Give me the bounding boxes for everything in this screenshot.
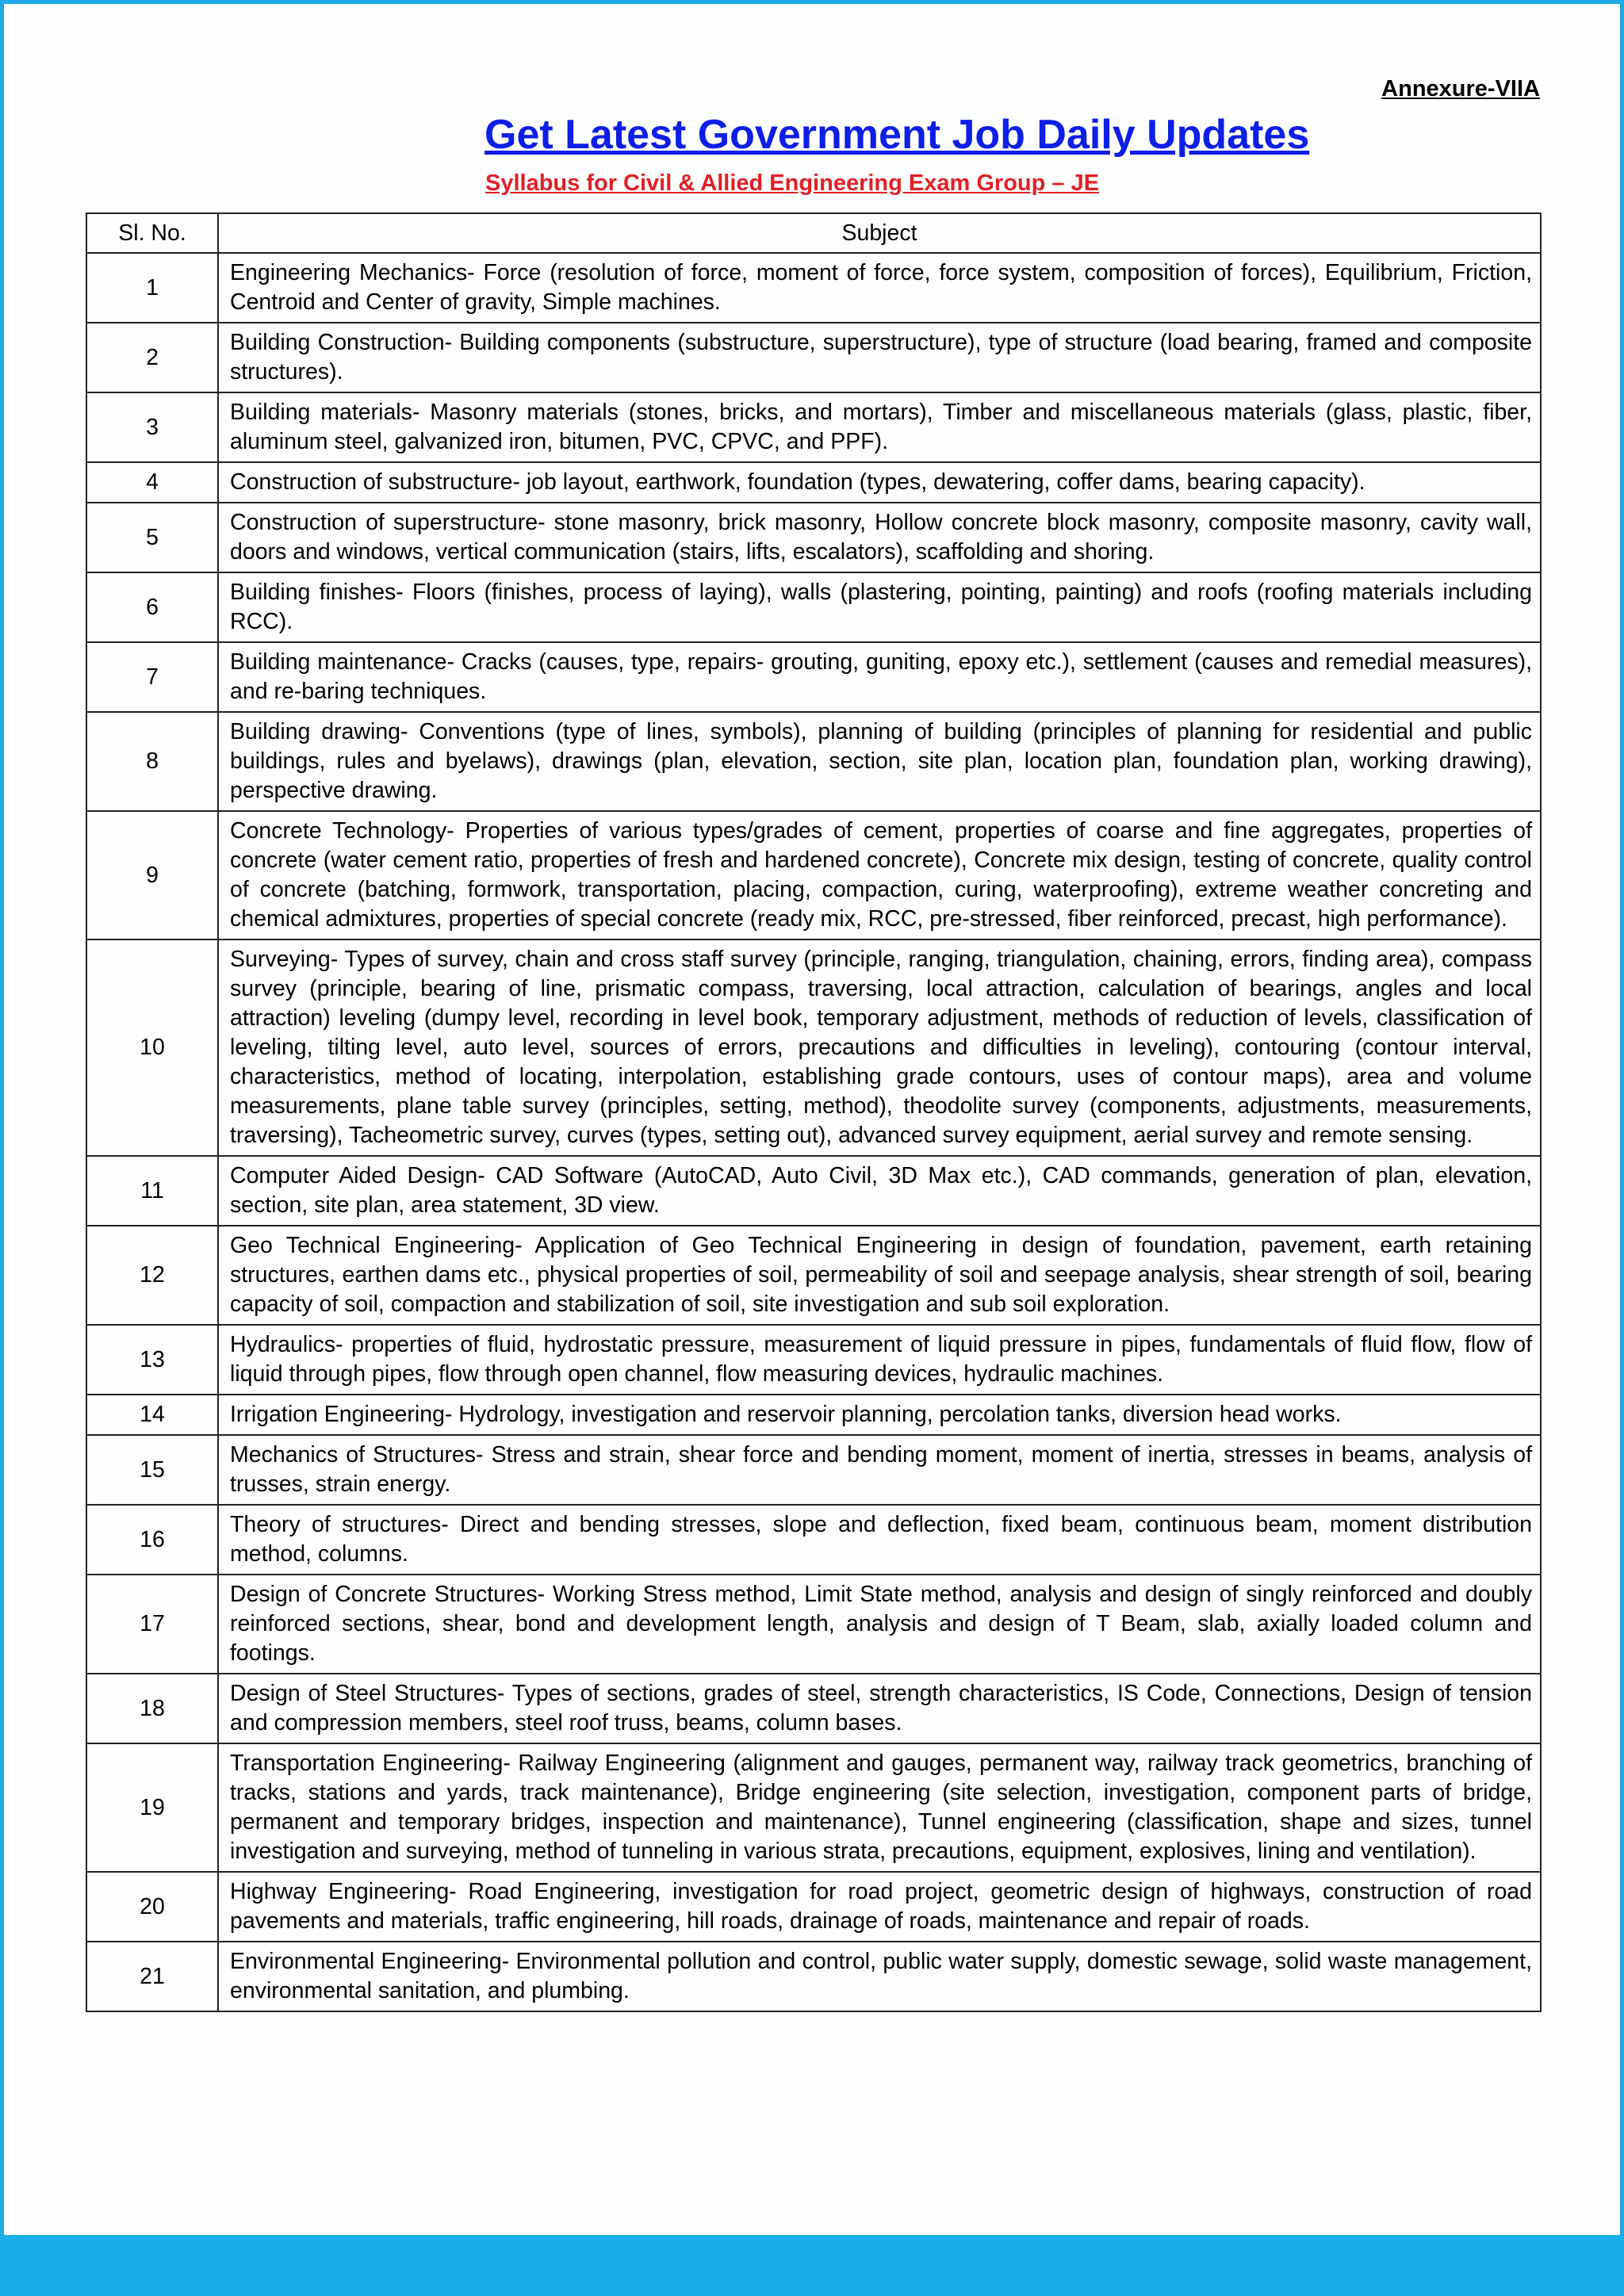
row-serial-number: 12 <box>86 1226 218 1325</box>
row-serial-number: 13 <box>86 1325 218 1395</box>
table-row <box>86 1395 1541 1435</box>
row-serial-number: 9 <box>86 811 218 939</box>
row-subject-text: Theory of structures- Direct and bending stresses, slope and deflection, fixed beam, continuous beam, moment distribution method, columns. <box>218 1505 1541 1575</box>
row-serial-number: 1 <box>86 253 218 323</box>
row-subject-text: Geo Technical Engineering- Application of Geo Technical Engineering in design of foundation, pavement, earth retaining structures, earthen dams etc., physical properties of soil, permeability of soil and seepage analysis, shear strength of soil, bearing capacity of soil, compaction and stabilization of soil, site investigation and sub soil exploration. <box>218 1226 1541 1325</box>
table-row <box>86 1505 1541 1575</box>
row-subject-text: Hydraulics- properties of fluid, hydrostatic pressure, measurement of liquid pressure in pipes, fundamentals of fluid flow, flow of liquid through pipes, flow through open channel, flow measuring devices, hydraulic machines. <box>218 1325 1541 1395</box>
table-row <box>86 1156 1541 1226</box>
row-serial-number: 18 <box>86 1674 218 1743</box>
row-serial-number: 21 <box>86 1942 218 2011</box>
column-header-sl-no: Sl. No. <box>86 213 218 253</box>
row-serial-number: 3 <box>86 392 218 462</box>
footer-band <box>0 2235 1624 2296</box>
table-row <box>86 462 1541 503</box>
row-subject-text: Building maintenance- Cracks (causes, type, repairs- grouting, guniting, epoxy etc.), settlement (causes and remedial measures), and re-baring techniques. <box>218 642 1541 712</box>
row-subject-text: Construction of superstructure- stone masonry, brick masonry, Hollow concrete block masonry, composite masonry, cavity wall, doors and windows, vertical communication (stairs, lifts, escalators), scaffolding and shoring. <box>218 503 1541 572</box>
row-subject-text: Construction of substructure- job layout, earthwork, foundation (types, dewatering, coffer dams, bearing capacity). <box>218 462 1541 503</box>
table-row <box>86 1872 1541 1942</box>
row-subject-text: Environmental Engineering- Environmental pollution and control, public water supply, domestic sewage, solid waste management, environmental sanitation, and plumbing. <box>218 1942 1541 2011</box>
row-serial-number: 20 <box>86 1872 218 1942</box>
row-subject-text: Building finishes- Floors (finishes, process of laying), walls (plastering, pointing, painting) and roofs (roofing materials including RCC). <box>218 572 1541 642</box>
table-row <box>86 1942 1541 2011</box>
row-subject-text: Mechanics of Structures- Stress and strain, shear force and bending moment, moment of inertia, stresses in beams, analysis of trusses, strain energy. <box>218 1435 1541 1505</box>
row-subject-text: Design of Steel Structures- Types of sections, grades of steel, strength characteristics, IS Code, Connections, Design of tension and compression members, steel roof truss, beams, column bases. <box>218 1674 1541 1743</box>
row-subject-text: Highway Engineering- Road Engineering, investigation for road project, geometric design of highways, construction of road pavements and materials, traffic engineering, hill roads, drainage of roads, maintenance and repair of roads. <box>218 1872 1541 1942</box>
table-row <box>86 1575 1541 1674</box>
row-subject-text: Building materials- Masonry materials (stones, bricks, and mortars), Timber and miscellaneous materials (glass, plastic, fiber, aluminum steel, galvanized iron, bitumen, PVC, CPVC, and PPF). <box>218 392 1541 462</box>
row-serial-number: 11 <box>86 1156 218 1226</box>
syllabus-table <box>86 212 1542 2012</box>
row-subject-text: Design of Concrete Structures- Working Stress method, Limit State method, analysis and design of singly reinforced and doubly reinforced sections, shear, bond and development length, analysis and design of T Beam, slab, axially loaded column and footings. <box>218 1575 1541 1674</box>
table-row <box>86 1226 1541 1325</box>
row-subject-text: Concrete Technology- Properties of various types/grades of cement, properties of coarse and fine aggregates, properties of concrete (water cement ratio, properties of fresh and hardened concrete), Concrete mix design, testing of concrete, quality control of concrete (batching, formwork, transportation, placing, compaction, curing, waterproofing), extreme weather concreting and chemical admixtures, properties of special concrete (ready mix, RCC, pre-stressed, fiber reinforced, precast, high performance). <box>218 811 1541 939</box>
row-serial-number: 15 <box>86 1435 218 1505</box>
table-row <box>86 811 1541 939</box>
row-subject-text: Building drawing- Conventions (type of lines, symbols), planning of building (principles of planning for residential and public buildings, rules and byelaws), drawings (plan, elevation, section, site plan, location plan, foundation plan, working drawing), perspective drawing. <box>218 712 1541 811</box>
row-subject-text: Building Construction- Building components (substructure, superstructure), type of structure (load bearing, framed and composite structures). <box>218 323 1541 392</box>
row-subject-text: Computer Aided Design- CAD Software (AutoCAD, Auto Civil, 3D Max etc.), CAD commands, generation of plan, elevation, section, site plan, area statement, 3D view. <box>218 1156 1541 1226</box>
row-subject-text: Engineering Mechanics- Force (resolution of force, moment of force, force system, composition of forces), Equilibrium, Friction, Centroid and Center of gravity, Simple machines. <box>218 253 1541 323</box>
row-serial-number: 19 <box>86 1743 218 1872</box>
table-body <box>86 253 1541 2011</box>
row-serial-number: 10 <box>86 939 218 1156</box>
table-row <box>86 1325 1541 1395</box>
table-row <box>86 503 1541 572</box>
table-row <box>86 939 1541 1156</box>
table-row <box>86 1435 1541 1505</box>
syllabus-subtitle: Syllabus for Civil & Allied Engineering Exam Group – JE <box>485 170 1100 196</box>
table-row <box>86 642 1541 712</box>
annexure-label: Annexure-VIIA <box>1381 76 1540 101</box>
table-row <box>86 1743 1541 1872</box>
row-subject-text: Transportation Engineering- Railway Engineering (alignment and gauges, permanent way, railway track geometrics, branching of tracks, stations and yards, track maintenance), Bridge engineering (site selection, investigation, component parts of bridge, permanent and temporary bridges, inspection and maintenance), Tunnel engineering (classification, shape and sizes, tunnel investigation and surveying, method of tunneling in various strata, precautions, equipment, explosives, lining and ventilation). <box>218 1743 1541 1872</box>
row-serial-number: 17 <box>86 1575 218 1674</box>
row-serial-number: 16 <box>86 1505 218 1575</box>
row-serial-number: 4 <box>86 462 218 503</box>
column-header-subject: Subject <box>218 213 1541 253</box>
table-row <box>86 323 1541 392</box>
table-row <box>86 392 1541 462</box>
page-title-link[interactable]: Get Latest Government Job Daily Updates <box>485 112 1310 158</box>
row-serial-number: 6 <box>86 572 218 642</box>
row-serial-number: 2 <box>86 323 218 392</box>
row-serial-number: 7 <box>86 642 218 712</box>
row-serial-number: 8 <box>86 712 218 811</box>
table-row <box>86 253 1541 323</box>
row-subject-text: Irrigation Engineering- Hydrology, investigation and reservoir planning, percolation tanks, diversion head works. <box>218 1395 1541 1435</box>
table-row <box>86 712 1541 811</box>
row-subject-text: Surveying- Types of survey, chain and cross staff survey (principle, ranging, triangulation, chaining, errors, finding area), compass survey (principle, bearing of line, prismatic compass, traversing, local attraction, calculation of bearings, angles and local attraction) leveling (dumpy level, recording in level book, temporary adjustment, methods of reduction of levels, classification of leveling, tilting level, auto level, sources of errors, precautions and difficulties in leveling), contouring (contour interval, characteristics, method of locating, interpolation, establishing grade contours, uses of contour maps), area and volume measurements, plane table survey (principles, setting, method), theodolite survey (components, adjustments, measurements, traversing), Tacheometric survey, curves (types, setting out), advanced survey equipment, aerial survey and remote sensing. <box>218 939 1541 1156</box>
table-header-row <box>86 213 1541 253</box>
row-serial-number: 14 <box>86 1395 218 1435</box>
table-row <box>86 572 1541 642</box>
row-serial-number: 5 <box>86 503 218 572</box>
table-row <box>86 1674 1541 1743</box>
